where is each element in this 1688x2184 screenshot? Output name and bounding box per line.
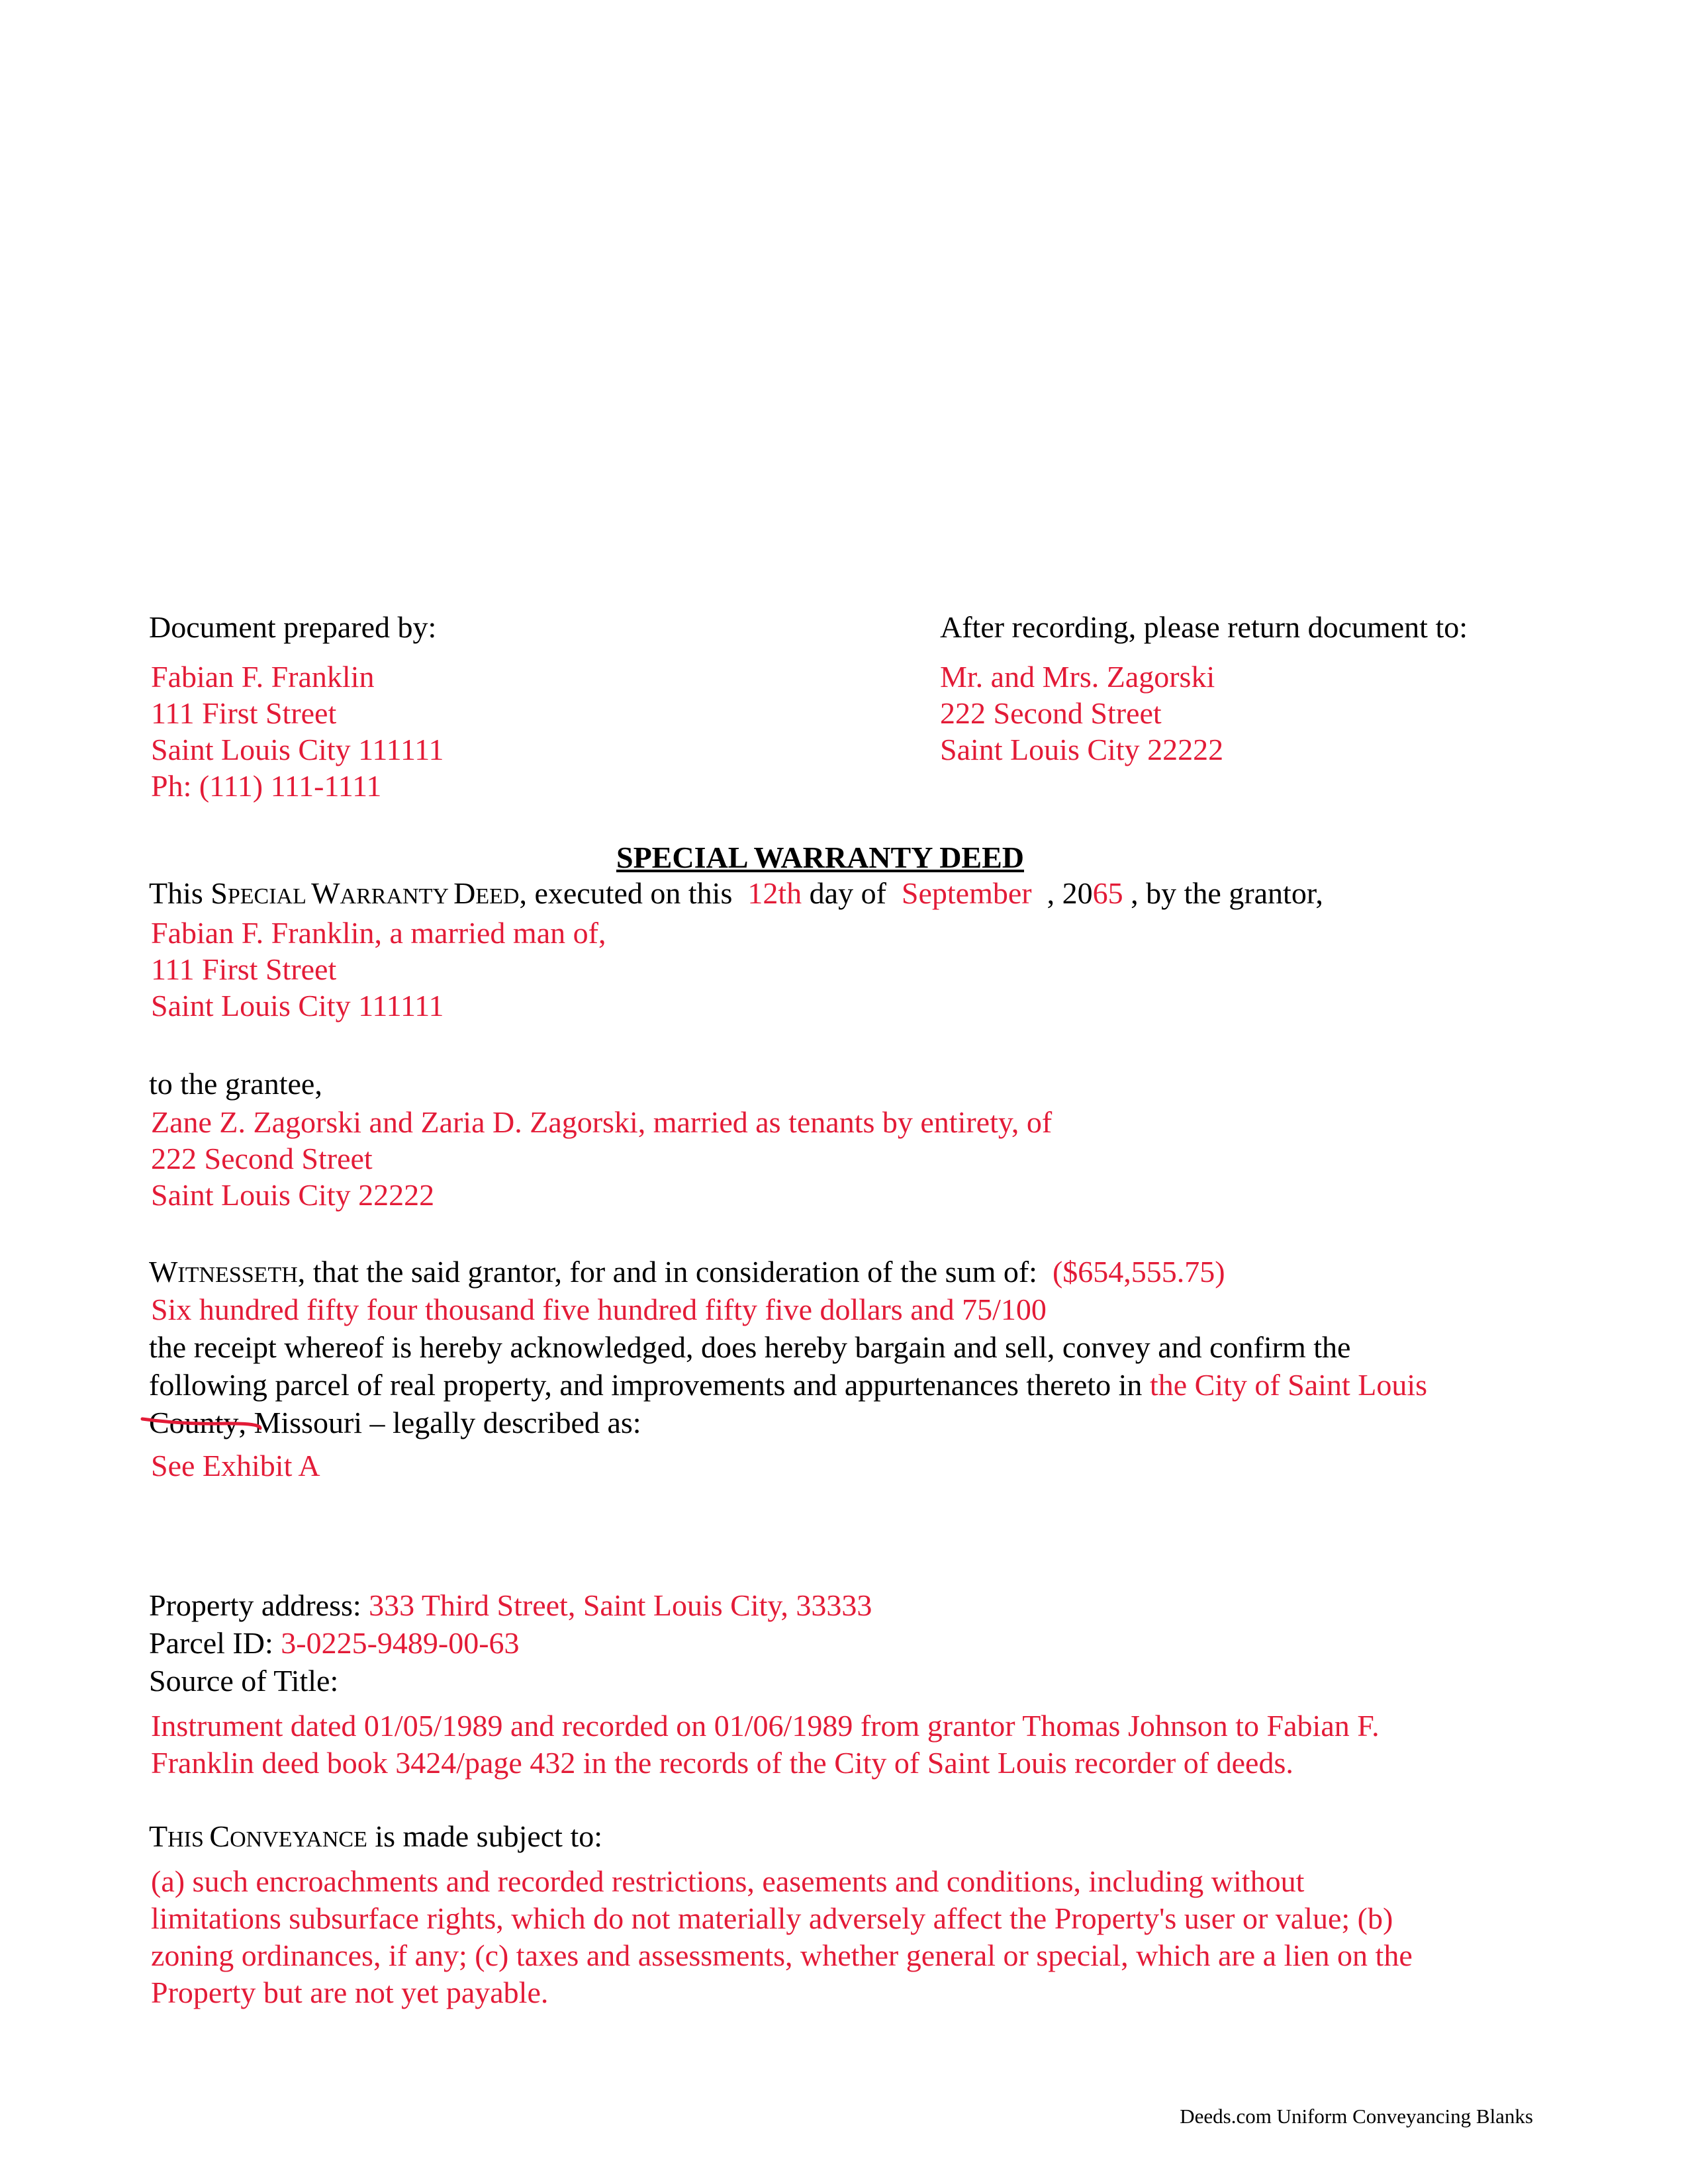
source-of-title-label: Source of Title: [149, 1664, 339, 1698]
parcel-id-label: Parcel ID: [149, 1626, 273, 1660]
property-address-label: Property address: [149, 1588, 361, 1622]
footer-credit: Deeds.com Uniform Conveyancing Blanks [1180, 2105, 1533, 2128]
deed-name-eed: EED [475, 884, 520, 909]
deed-name-pecial: PECIAL [227, 884, 312, 909]
consideration-amount-words: Six hundred fifty four thousand five hundred fifty five dollars and 75/100 [151, 1293, 1047, 1326]
property-address-line [149, 1587, 872, 1624]
prepared-by-phone: Ph: (111) 111-1111 [151, 769, 382, 803]
consideration-line-3 [149, 1404, 641, 1441]
grantee-street: 222 Second Street [151, 1142, 373, 1175]
conveyance-onveyance: ONVEYANCE [230, 1827, 367, 1852]
legal-description: See Exhibit A [151, 1449, 320, 1482]
execution-month: September [901, 876, 1032, 910]
grantor-name: Fabian F. Franklin, a married man of, [151, 916, 606, 950]
witnesseth-line [149, 1253, 1225, 1294]
intro-by-grantor: , by the grantor, [1131, 876, 1323, 910]
conveyance-c: C [209, 1819, 230, 1853]
jurisdiction: the City of Saint Louis [1149, 1368, 1428, 1402]
struck-county-text: County [149, 1406, 239, 1439]
witnesseth-rest: ITNESSETH [177, 1263, 298, 1287]
conveyance-terms-line-1: (a) such encroachments and recorded restrictions, easements and conditions, including without [151, 1864, 1305, 1898]
grantor-city: Saint Louis City 111111 [151, 989, 444, 1023]
conveyance-terms-line-3: zoning ordinances, if any; (c) taxes and assessments, whether general or special, which are a lien on the [151, 1938, 1413, 1972]
prepared-by-label: Document prepared by: [149, 610, 437, 644]
grantee-names: Zane Z. Zagorski and Zaria D. Zagorski, married as tenants by entirety, of [151, 1105, 1053, 1139]
property-address-value: 333 Third Street, Saint Louis City, 33333 [369, 1588, 872, 1622]
intro-executed: , executed on this [519, 876, 733, 910]
witnesseth-w: W [149, 1255, 178, 1289]
conveyance-terms-line-2: limitations subsurface rights, which do not materially adversely affect the Property's user or value; (b) [151, 1901, 1393, 1935]
missouri-described: , Missouri – legally described as: [238, 1406, 641, 1439]
execution-year: 65 [1092, 876, 1123, 910]
intro-year-prefix: , 20 [1047, 876, 1093, 910]
deed-name-arranty: ARRANTY [340, 884, 454, 909]
consideration-amount: ($654,555.75) [1052, 1255, 1225, 1289]
return-to-city: Saint Louis City 22222 [940, 733, 1224, 766]
grantor-street: 111 First Street [151, 952, 337, 986]
consideration-line-2-text: following parcel of real property, and improvements and appurtenances thereto in [149, 1368, 1143, 1402]
conveyance-subject: is made subject to: [367, 1819, 603, 1853]
strikethrough-mark [141, 1404, 263, 1441]
parcel-id-value: 3-0225-9489-00-63 [281, 1626, 520, 1660]
witnesseth-lead: , that the said grantor, for and in consideration of the sum of: [297, 1255, 1037, 1289]
struck-county [149, 1404, 238, 1441]
deed-name-s: S [211, 876, 228, 910]
deed-name-d: D [453, 876, 476, 910]
parcel-id-line [149, 1625, 520, 1662]
grantee-label: to the grantee, [149, 1067, 322, 1101]
execution-day: 12th [747, 876, 802, 910]
source-of-title-line-1: Instrument dated 01/05/1989 and recorded on 01/06/1989 from grantor Thomas Johnson to Fabian F. [151, 1709, 1380, 1743]
conveyance-line [149, 1818, 602, 1858]
intro-day-of: day of [809, 876, 886, 910]
prepared-by-city: Saint Louis City 111111 [151, 733, 444, 766]
prepared-by-street: 111 First Street [151, 696, 337, 730]
return-to-street: 222 Second Street [940, 696, 1162, 730]
conveyance-his: HIS [167, 1827, 210, 1852]
prepared-by-name: Fabian F. Franklin [151, 660, 375, 694]
deed-title: SPECIAL WARRANTY DEED [616, 841, 1025, 874]
intro-line [149, 875, 1323, 915]
return-to-label: After recording, please return document to: [940, 610, 1468, 644]
deed-name-w: W [311, 876, 340, 910]
conveyance-t: T [149, 1819, 168, 1853]
return-to-name: Mr. and Mrs. Zagorski [940, 660, 1215, 694]
consideration-line-1: the receipt whereof is hereby acknowledged, does hereby bargain and sell, convey and confirm the [149, 1330, 1351, 1364]
grantee-city: Saint Louis City 22222 [151, 1178, 435, 1212]
conveyance-terms-line-4: Property but are not yet payable. [151, 1976, 549, 2009]
intro-this: This [149, 876, 211, 910]
consideration-line-2 [149, 1367, 1427, 1404]
source-of-title-line-2: Franklin deed book 3424/page 432 in the records of the City of Saint Louis recorder of deeds. [151, 1746, 1293, 1780]
